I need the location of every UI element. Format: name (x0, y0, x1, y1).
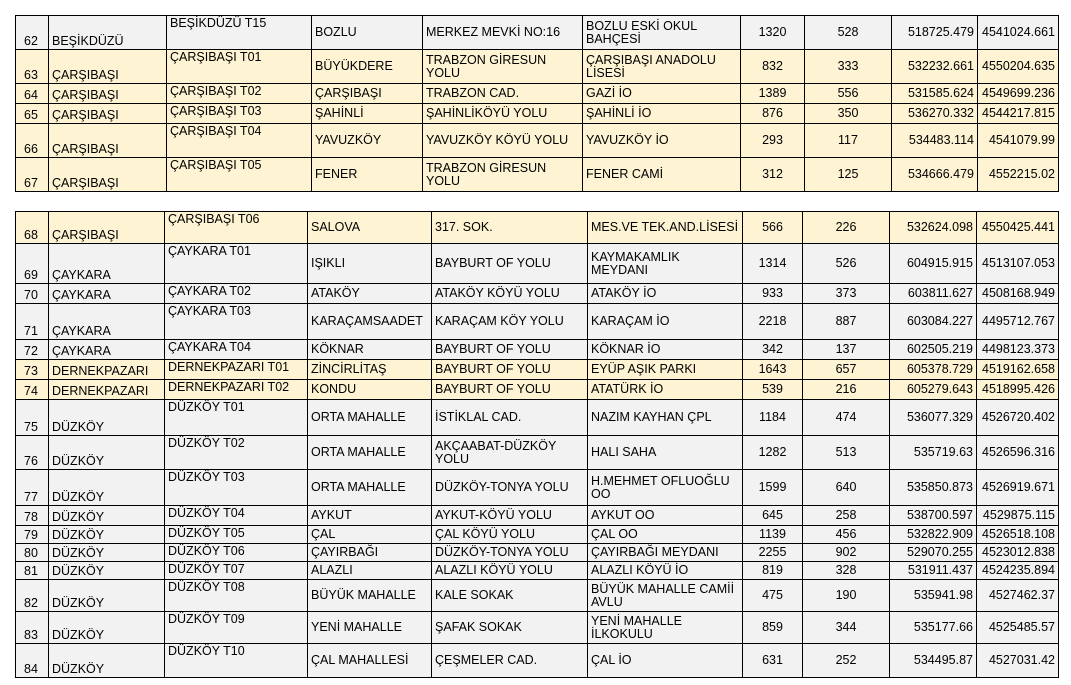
table-row (16, 544, 1059, 562)
district-cell: DÜZKÖY (49, 526, 165, 544)
district-cell: ÇAYKARA (49, 284, 165, 304)
district-cell: DÜZKÖY (49, 580, 165, 612)
coord-y-cell: 4552215.02 (978, 158, 1059, 192)
coord-y-cell: 4526596.316 (977, 436, 1059, 470)
coord-x-cell: 605378.729 (890, 360, 977, 380)
coord-x-cell: 532624.098 (890, 212, 977, 244)
address-cell: ÇEŞMELER CAD. (432, 644, 588, 678)
location-cell: ŞAHİNLİ İO (583, 104, 741, 124)
coord-x-cell: 531585.624 (892, 84, 978, 104)
row-number: 76 (16, 436, 49, 470)
count-b-cell: 640 (803, 470, 890, 506)
coord-x-cell: 518725.479 (892, 16, 978, 50)
location-cell: ATATÜRK İO (588, 380, 743, 400)
row-number: 62 (16, 16, 49, 50)
coord-y-cell: 4518995.426 (977, 380, 1059, 400)
neighborhood-cell: BÜYÜK MAHALLE (308, 580, 432, 612)
coord-y-cell: 4524235.894 (977, 562, 1059, 580)
location-cell: KÖKNAR İO (588, 340, 743, 360)
neighborhood-cell: ŞAHİNLİ (312, 104, 423, 124)
district-cell: DÜZKÖY (49, 644, 165, 678)
address-cell: BAYBURT OF YOLU (432, 380, 588, 400)
coord-y-cell: 4541024.661 (978, 16, 1059, 50)
table-row (16, 470, 1059, 506)
count-b-cell: 887 (803, 304, 890, 340)
table-row (16, 360, 1059, 380)
count-b-cell: 137 (803, 340, 890, 360)
district-cell: DÜZKÖY (49, 544, 165, 562)
coord-y-cell: 4513107.053 (977, 244, 1059, 284)
count-b-cell: 526 (803, 244, 890, 284)
count-a-cell: 859 (743, 612, 803, 644)
table-row (16, 436, 1059, 470)
count-a-cell: 1320 (741, 16, 805, 50)
coord-x-cell: 602505.219 (890, 340, 977, 360)
district-cell: ÇAYKARA (49, 340, 165, 360)
neighborhood-cell: BÜYÜKDERE (312, 50, 423, 84)
count-b-cell: 344 (803, 612, 890, 644)
neighborhood-cell: SALOVA (308, 212, 432, 244)
polling-table-part-2 (15, 211, 1059, 678)
coord-y-cell: 4550425.441 (977, 212, 1059, 244)
address-cell: TRABZON GİRESUN YOLU (423, 158, 583, 192)
table-row (16, 124, 1059, 158)
location-cell: ÇAL OO (588, 526, 743, 544)
box-code-cell: ÇAYKARA T03 (165, 304, 308, 340)
box-code-cell: ÇAYKARA T02 (165, 284, 308, 304)
address-cell: AYKUT-KÖYÜ YOLU (432, 506, 588, 526)
address-cell: ŞAHİNLİKÖYÜ YOLU (423, 104, 583, 124)
district-cell: DÜZKÖY (49, 436, 165, 470)
table-row (16, 506, 1059, 526)
row-number: 82 (16, 580, 49, 612)
box-code-cell: DÜZKÖY T10 (165, 644, 308, 678)
row-number: 71 (16, 304, 49, 340)
count-b-cell: 333 (805, 50, 892, 84)
row-number: 79 (16, 526, 49, 544)
coord-x-cell: 531911.437 (890, 562, 977, 580)
coord-x-cell: 529070.255 (890, 544, 977, 562)
address-cell: TRABZON CAD. (423, 84, 583, 104)
count-a-cell: 539 (743, 380, 803, 400)
location-cell: AYKUT OO (588, 506, 743, 526)
count-b-cell: 456 (803, 526, 890, 544)
address-cell: DÜZKÖY-TONYA YOLU (432, 470, 588, 506)
count-a-cell: 312 (741, 158, 805, 192)
coord-y-cell: 4519162.658 (977, 360, 1059, 380)
box-code-cell: ÇARŞIBAŞI T05 (167, 158, 312, 192)
count-a-cell: 1389 (741, 84, 805, 104)
district-cell: DÜZKÖY (49, 470, 165, 506)
table-row (16, 158, 1059, 192)
box-code-cell: DÜZKÖY T07 (165, 562, 308, 580)
count-b-cell: 226 (803, 212, 890, 244)
count-a-cell: 1643 (743, 360, 803, 380)
table-row (16, 612, 1059, 644)
count-b-cell: 373 (803, 284, 890, 304)
location-cell: MES.VE TEK.AND.LİSESİ (588, 212, 743, 244)
count-a-cell: 1139 (743, 526, 803, 544)
box-code-cell: DÜZKÖY T02 (165, 436, 308, 470)
coord-x-cell: 604915.915 (890, 244, 977, 284)
count-b-cell: 258 (803, 506, 890, 526)
coord-x-cell: 532232.661 (892, 50, 978, 84)
count-b-cell: 216 (803, 380, 890, 400)
address-cell: KALE SOKAK (432, 580, 588, 612)
count-b-cell: 117 (805, 124, 892, 158)
address-cell: ATAKÖY KÖYÜ YOLU (432, 284, 588, 304)
location-cell: KAYMAKAMLIK MEYDANI (588, 244, 743, 284)
coord-y-cell: 4508168.949 (977, 284, 1059, 304)
box-code-cell: DERNEKPAZARI T02 (165, 380, 308, 400)
box-code-cell: ÇARŞIBAŞI T06 (165, 212, 308, 244)
coord-x-cell: 536077.329 (890, 400, 977, 436)
coord-y-cell: 4525485.57 (977, 612, 1059, 644)
coord-x-cell: 538700.597 (890, 506, 977, 526)
neighborhood-cell: YAVUZKÖY (312, 124, 423, 158)
district-cell: BEŞİKDÜZÜ (49, 16, 167, 50)
box-code-cell: ÇARŞIBAŞI T03 (167, 104, 312, 124)
count-a-cell: 933 (743, 284, 803, 304)
location-cell: ÇAL İO (588, 644, 743, 678)
neighborhood-cell: AYKUT (308, 506, 432, 526)
location-cell: ATAKÖY İO (588, 284, 743, 304)
neighborhood-cell: ORTA MAHALLE (308, 400, 432, 436)
location-cell: NAZIM KAYHAN ÇPL (588, 400, 743, 436)
row-number: 69 (16, 244, 49, 284)
count-b-cell: 474 (803, 400, 890, 436)
coord-x-cell: 535941.98 (890, 580, 977, 612)
coord-x-cell: 534666.479 (892, 158, 978, 192)
row-number: 70 (16, 284, 49, 304)
count-b-cell: 528 (805, 16, 892, 50)
address-cell: AKÇAABAT-DÜZKÖY YOLU (432, 436, 588, 470)
neighborhood-cell: KÖKNAR (308, 340, 432, 360)
row-number: 78 (16, 506, 49, 526)
row-number: 72 (16, 340, 49, 360)
table-row (16, 562, 1059, 580)
table-row (16, 104, 1059, 124)
box-code-cell: DÜZKÖY T05 (165, 526, 308, 544)
table-row (16, 526, 1059, 544)
count-b-cell: 350 (805, 104, 892, 124)
district-cell: ÇAYKARA (49, 244, 165, 284)
count-a-cell: 342 (743, 340, 803, 360)
box-code-cell: DÜZKÖY T08 (165, 580, 308, 612)
district-cell: DÜZKÖY (49, 400, 165, 436)
count-b-cell: 657 (803, 360, 890, 380)
coord-x-cell: 535850.873 (890, 470, 977, 506)
neighborhood-cell: ZİNCİRLİTAŞ (308, 360, 432, 380)
table-row (16, 304, 1059, 340)
box-code-cell: DÜZKÖY T03 (165, 470, 308, 506)
count-a-cell: 2218 (743, 304, 803, 340)
district-cell: ÇARŞIBAŞI (49, 104, 167, 124)
coord-x-cell: 534495.87 (890, 644, 977, 678)
count-a-cell: 293 (741, 124, 805, 158)
row-number: 65 (16, 104, 49, 124)
row-number: 75 (16, 400, 49, 436)
row-number: 63 (16, 50, 49, 84)
count-b-cell: 902 (803, 544, 890, 562)
count-a-cell: 566 (743, 212, 803, 244)
neighborhood-cell: KONDU (308, 380, 432, 400)
neighborhood-cell: FENER (312, 158, 423, 192)
district-cell: ÇARŞIBAŞI (49, 212, 165, 244)
box-code-cell: ÇARŞIBAŞI T01 (167, 50, 312, 84)
neighborhood-cell: BOZLU (312, 16, 423, 50)
coord-y-cell: 4523012.838 (977, 544, 1059, 562)
neighborhood-cell: ATAKÖY (308, 284, 432, 304)
location-cell: KARAÇAM İO (588, 304, 743, 340)
count-a-cell: 1314 (743, 244, 803, 284)
row-number: 77 (16, 470, 49, 506)
row-number: 68 (16, 212, 49, 244)
box-code-cell: DERNEKPAZARI T01 (165, 360, 308, 380)
district-cell: ÇARŞIBAŞI (49, 50, 167, 84)
district-cell: DERNEKPAZARI (49, 380, 165, 400)
box-code-cell: DÜZKÖY T04 (165, 506, 308, 526)
count-a-cell: 645 (743, 506, 803, 526)
coord-x-cell: 532822.909 (890, 526, 977, 544)
address-cell: TRABZON GİRESUN YOLU (423, 50, 583, 84)
count-b-cell: 513 (803, 436, 890, 470)
district-cell: ÇARŞIBAŞI (49, 84, 167, 104)
coord-x-cell: 536270.332 (892, 104, 978, 124)
box-code-cell: ÇAYKARA T04 (165, 340, 308, 360)
count-a-cell: 1599 (743, 470, 803, 506)
table-row (16, 284, 1059, 304)
row-number: 84 (16, 644, 49, 678)
address-cell: DÜZKÖY-TONYA YOLU (432, 544, 588, 562)
box-code-cell: ÇAYKARA T01 (165, 244, 308, 284)
box-code-cell: DÜZKÖY T01 (165, 400, 308, 436)
coord-y-cell: 4544217.815 (978, 104, 1059, 124)
district-cell: DÜZKÖY (49, 612, 165, 644)
district-cell: DÜZKÖY (49, 562, 165, 580)
neighborhood-cell: KARAÇAMSAADET (308, 304, 432, 340)
row-number: 83 (16, 612, 49, 644)
box-code-cell: ÇARŞIBAŞI T02 (167, 84, 312, 104)
coord-x-cell: 605279.643 (890, 380, 977, 400)
neighborhood-cell: ÇAL (308, 526, 432, 544)
coord-y-cell: 4498123.373 (977, 340, 1059, 360)
count-b-cell: 328 (803, 562, 890, 580)
count-b-cell: 252 (803, 644, 890, 678)
table-row (16, 50, 1059, 84)
location-cell: YENİ MAHALLE İLKOKULU (588, 612, 743, 644)
coord-x-cell: 534483.114 (892, 124, 978, 158)
count-a-cell: 1282 (743, 436, 803, 470)
address-cell: ÇAL KÖYÜ YOLU (432, 526, 588, 544)
table-row (16, 212, 1059, 244)
row-number: 73 (16, 360, 49, 380)
coord-y-cell: 4527462.37 (977, 580, 1059, 612)
table-row (16, 644, 1059, 678)
coord-y-cell: 4529875.115 (977, 506, 1059, 526)
table-row (16, 380, 1059, 400)
table-row (16, 340, 1059, 360)
coord-y-cell: 4526720.402 (977, 400, 1059, 436)
count-b-cell: 190 (803, 580, 890, 612)
location-cell: BÜYÜK MAHALLE CAMİİ AVLU (588, 580, 743, 612)
row-number: 67 (16, 158, 49, 192)
count-a-cell: 1184 (743, 400, 803, 436)
location-cell: ÇARŞIBAŞI ANADOLU LİSESİ (583, 50, 741, 84)
row-number: 80 (16, 544, 49, 562)
district-cell: ÇARŞIBAŞI (49, 124, 167, 158)
count-a-cell: 475 (743, 580, 803, 612)
coord-y-cell: 4549699.236 (978, 84, 1059, 104)
address-cell: ALAZLI KÖYÜ YOLU (432, 562, 588, 580)
box-code-cell: DÜZKÖY T09 (165, 612, 308, 644)
coord-y-cell: 4527031.42 (977, 644, 1059, 678)
count-a-cell: 631 (743, 644, 803, 678)
polling-table-part-1 (15, 15, 1059, 192)
row-number: 66 (16, 124, 49, 158)
neighborhood-cell: ORTA MAHALLE (308, 436, 432, 470)
count-a-cell: 819 (743, 562, 803, 580)
location-cell: GAZİ İO (583, 84, 741, 104)
coord-x-cell: 603811.627 (890, 284, 977, 304)
coord-x-cell: 603084.227 (890, 304, 977, 340)
address-cell: BAYBURT OF YOLU (432, 360, 588, 380)
count-a-cell: 876 (741, 104, 805, 124)
neighborhood-cell: ÇARŞIBAŞI (312, 84, 423, 104)
district-cell: ÇAYKARA (49, 304, 165, 340)
neighborhood-cell: ÇAL MAHALLESİ (308, 644, 432, 678)
address-cell: KARAÇAM KÖY YOLU (432, 304, 588, 340)
location-cell: BOZLU ESKİ OKUL BAHÇESİ (583, 16, 741, 50)
address-cell: İSTİKLAL CAD. (432, 400, 588, 436)
table-row (16, 400, 1059, 436)
count-a-cell: 2255 (743, 544, 803, 562)
location-cell: ALAZLI KÖYÜ İO (588, 562, 743, 580)
box-code-cell: ÇARŞIBAŞI T04 (167, 124, 312, 158)
table-row (16, 16, 1059, 50)
coord-x-cell: 535719.63 (890, 436, 977, 470)
coord-y-cell: 4541079.99 (978, 124, 1059, 158)
neighborhood-cell: ALAZLI (308, 562, 432, 580)
coord-y-cell: 4495712.767 (977, 304, 1059, 340)
address-cell: BAYBURT OF YOLU (432, 244, 588, 284)
location-cell: H.MEHMET OFLUOĞLU OO (588, 470, 743, 506)
district-cell: DÜZKÖY (49, 506, 165, 526)
box-code-cell: DÜZKÖY T06 (165, 544, 308, 562)
address-cell: YAVUZKÖY KÖYÜ YOLU (423, 124, 583, 158)
location-cell: HALI SAHA (588, 436, 743, 470)
address-cell: MERKEZ MEVKİ NO:16 (423, 16, 583, 50)
count-b-cell: 556 (805, 84, 892, 104)
coord-y-cell: 4526518.108 (977, 526, 1059, 544)
district-cell: DERNEKPAZARI (49, 360, 165, 380)
location-cell: EYÜP AŞIK PARKI (588, 360, 743, 380)
table-row (16, 244, 1059, 284)
count-a-cell: 832 (741, 50, 805, 84)
neighborhood-cell: YENİ MAHALLE (308, 612, 432, 644)
address-cell: ŞAFAK SOKAK (432, 612, 588, 644)
box-code-cell: BEŞİKDÜZÜ T15 (167, 16, 312, 50)
location-cell: FENER CAMİ (583, 158, 741, 192)
table-row (16, 580, 1059, 612)
coord-y-cell: 4550204.635 (978, 50, 1059, 84)
address-cell: BAYBURT OF YOLU (432, 340, 588, 360)
coord-y-cell: 4526919.671 (977, 470, 1059, 506)
district-cell: ÇARŞIBAŞI (49, 158, 167, 192)
row-number: 81 (16, 562, 49, 580)
neighborhood-cell: IŞIKLI (308, 244, 432, 284)
row-number: 64 (16, 84, 49, 104)
neighborhood-cell: ORTA MAHALLE (308, 470, 432, 506)
location-cell: ÇAYIRBAĞI MEYDANI (588, 544, 743, 562)
location-cell: YAVUZKÖY İO (583, 124, 741, 158)
row-number: 74 (16, 380, 49, 400)
coord-x-cell: 535177.66 (890, 612, 977, 644)
address-cell: 317. SOK. (432, 212, 588, 244)
neighborhood-cell: ÇAYIRBAĞI (308, 544, 432, 562)
table-row (16, 84, 1059, 104)
count-b-cell: 125 (805, 158, 892, 192)
